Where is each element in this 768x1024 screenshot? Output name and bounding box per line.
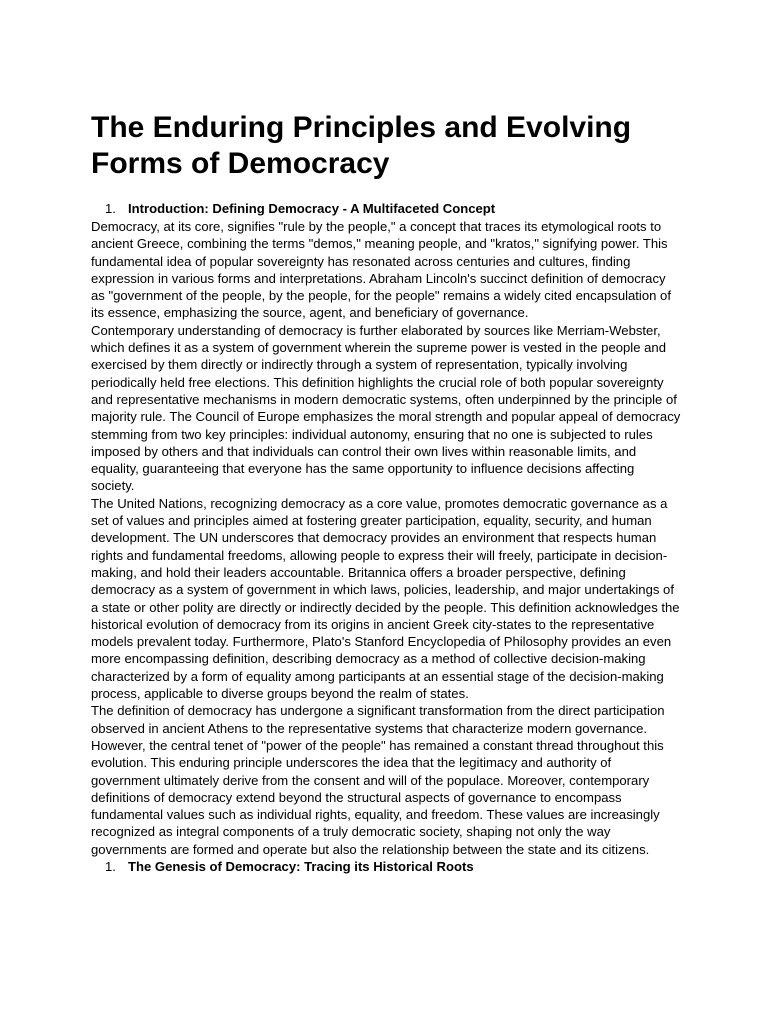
paragraph: Contemporary understanding of democracy is further elaborated by sources like Merriam-Webster, which defines it as a system of government wherein the supreme power is vested in the people and exercised by them directly or indirectly through a system of representation, typically involving periodically held free elections. This definition highlights the crucial role of both popular sovereignty and representative mechanisms in modern democratic systems, often underpinned by the principle of majority rule. The Council of Europe emphasizes the moral strength and popular appeal of democracy stemming from two key principles: individual autonomy, ensuring that no one is subjected to rules imposed by others and that individuals can control their own lives within reasonable limits, and equality, guaranteeing that everyone has the same opportunity to influence decisions affecting society.: [91, 322, 681, 494]
section-introduction: [91, 200, 681, 858]
section-heading: [91, 200, 681, 218]
section-heading-text: The Genesis of Democracy: Tracing its Historical Roots: [128, 858, 474, 874]
list-number: 1.: [105, 858, 116, 874]
document-title: The Enduring Principles and Evolving Forms of Democracy: [91, 111, 632, 180]
section-heading: [91, 858, 681, 876]
paragraph: The definition of democracy has undergone a significant transformation from the direct participation observed in ancient Athens to the representative systems that characterize modern governance. However, the central tenet of "power of the people" has remained a constant thread throughout this evolution. This enduring principle underscores the idea that the legitimacy and authority of government ultimately derive from the consent and will of the populace. Moreover, contemporary definitions of democracy extend beyond the structural aspects of governance to encompass fundamental values such as individual rights, equality, and freedom. These values are increasingly recognized as integral components of a truly democratic society, shaping not only the way governments are formed and operate but also the relationship between the state and its citizens.: [91, 703, 665, 857]
document-page: [91, 110, 681, 876]
section-genesis: [91, 858, 681, 876]
section-heading-text: Introduction: Defining Democracy - A Multifaceted Concept: [128, 201, 496, 216]
paragraph: Democracy, at its core, signifies "rule by the people," a concept that traces its etymological roots to ancient Greece, combining the terms "demos," meaning people, and "kratos," signifying power. This fundamental idea of popular sovereignty has resonated across centuries and cultures, finding expression in various forms and interpretations. Abraham Lincoln's succinct definition of democracy as "government of the people, by the people, for the people" remains a widely cited encapsulation of its essence, emphasizing the source, agent, and beneficiary of governance.: [91, 219, 671, 321]
list-number: 1.: [105, 201, 116, 216]
paragraph: The United Nations, recognizing democracy as a core value, promotes democratic governance as a set of values and principles aimed at fostering greater participation, equality, security, and human development. The UN underscores that democracy provides an environment that respects human rights and fundamental freedoms, allowing people to express their will freely, participate in decision-making, and hold their leaders accountable. Britannica offers a broader perspective, defining democracy as a system of government in which laws, policies, leadership, and major undertakings of a state or other polity are directly or indirectly decided by the people. This definition acknowledges the historical evolution of democracy from its origins in ancient Greek city-states to the representative models prevalent today. Furthermore, Plato's Stanford Encyclopedia of Philosophy provides an even more encompassing definition, describing democracy as a method of collective decision-making characterized by a form of equality among participants at an essential stage of the decision-making process, applicable to diverse groups beyond the realm of states.: [91, 495, 680, 702]
